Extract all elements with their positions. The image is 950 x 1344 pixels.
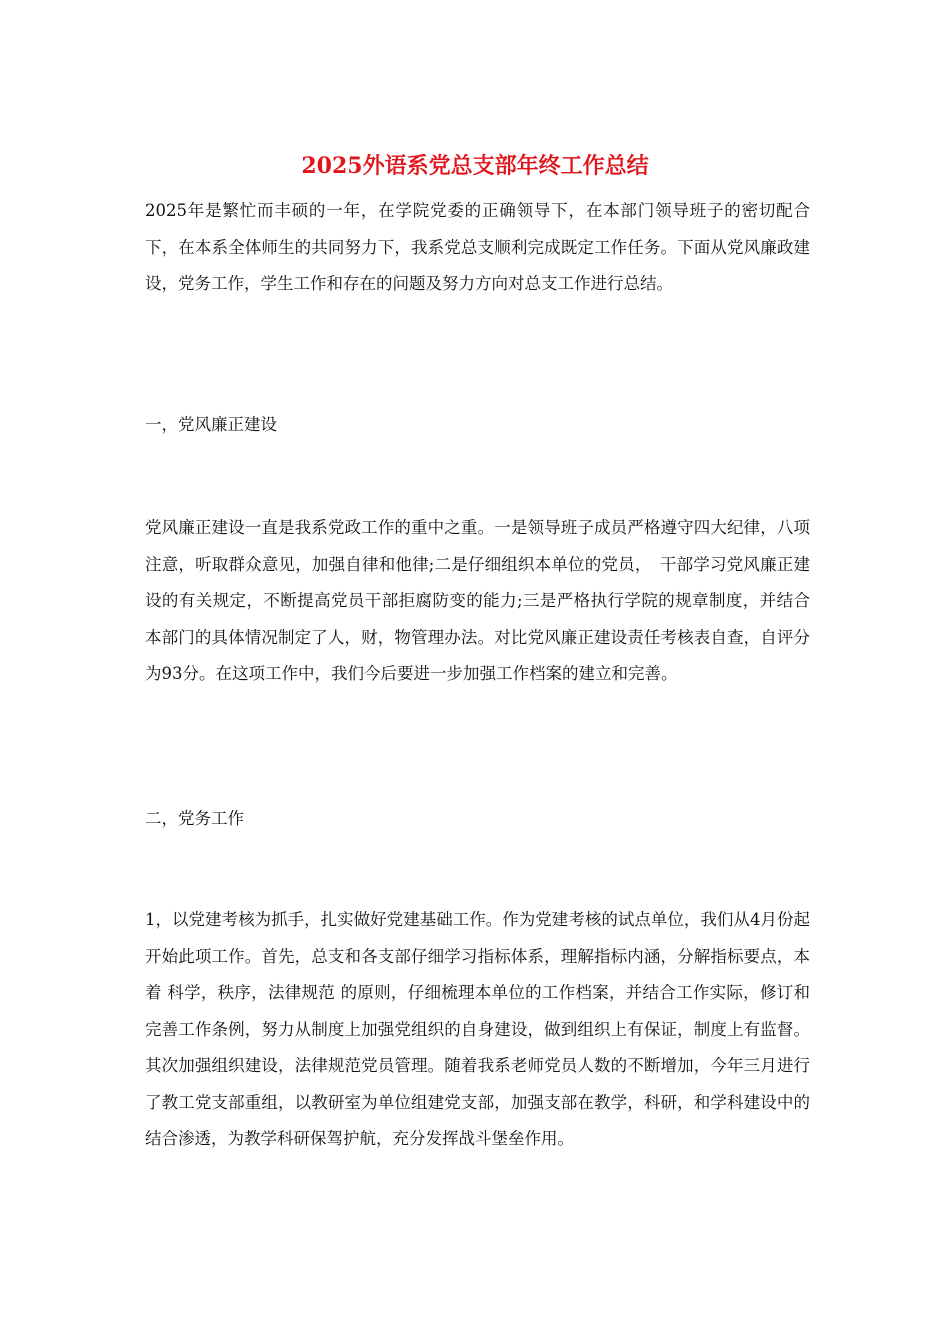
section-body-2: 1，以党建考核为抓手，扎实做好党建基础工作。作为党建考核的试点单位，我们从4月份起开始此项工作。首先，总支和各支部仔细学习指标体系，理解指标内涵，分解指标要点，本着 科学，秩序，法律规范 的原则，仔细梳理本单位的工作档案，并结合工作实际，修订和完善工作条例，努力从制度上加强党组织的自身建设，做到组织上有保证，制度上有监督。其次加强组织建设，法律规范党员管理。随着我系老师党员人数的不断增加，今年三月进行了教工党支部重组，以教研室为单位组建党支部，加强支部在教学，科研，和学科建设中的结合渗透，为教学科研保驾护航，充分发挥战斗堡垒作用。 bbox=[145, 910, 810, 1148]
intro-paragraph: 2025年是繁忙而丰硕的一年，在学院党委的正确领导下，在本部门领导班子的密切配合下，在本系全体师生的共同努力下，我系党总支顺利完成既定工作任务。下面从党风廉政建设，党务工作，学生工作和存在的问题及努力方向对总支工作进行总结。 bbox=[145, 201, 810, 293]
section-body-1: 党风廉正建设一直是我系党政工作的重中之重。一是领导班子成员严格遵守四大纪律，八项注意，听取群众意见，加强自律和他律;二是仔细组织本单位的党员， 干部学习党风廉正建设的有关规定，不断提高党员干部拒腐防变的能力;三是严格执行学院的规章制度，并结合本部门的具体情况制定了人，财，物管理办法。对比党风廉正建设责任考核表自查，自评分为93分。在这项工作中，我们今后要进一步加强工作档案的建立和完善。 bbox=[145, 518, 810, 683]
document-title: 2025外语系党总支部年终工作总结 bbox=[301, 153, 649, 179]
section-heading-1: 一，党风廉正建设 bbox=[145, 415, 277, 434]
section-heading-2: 二，党务工作 bbox=[145, 809, 244, 828]
